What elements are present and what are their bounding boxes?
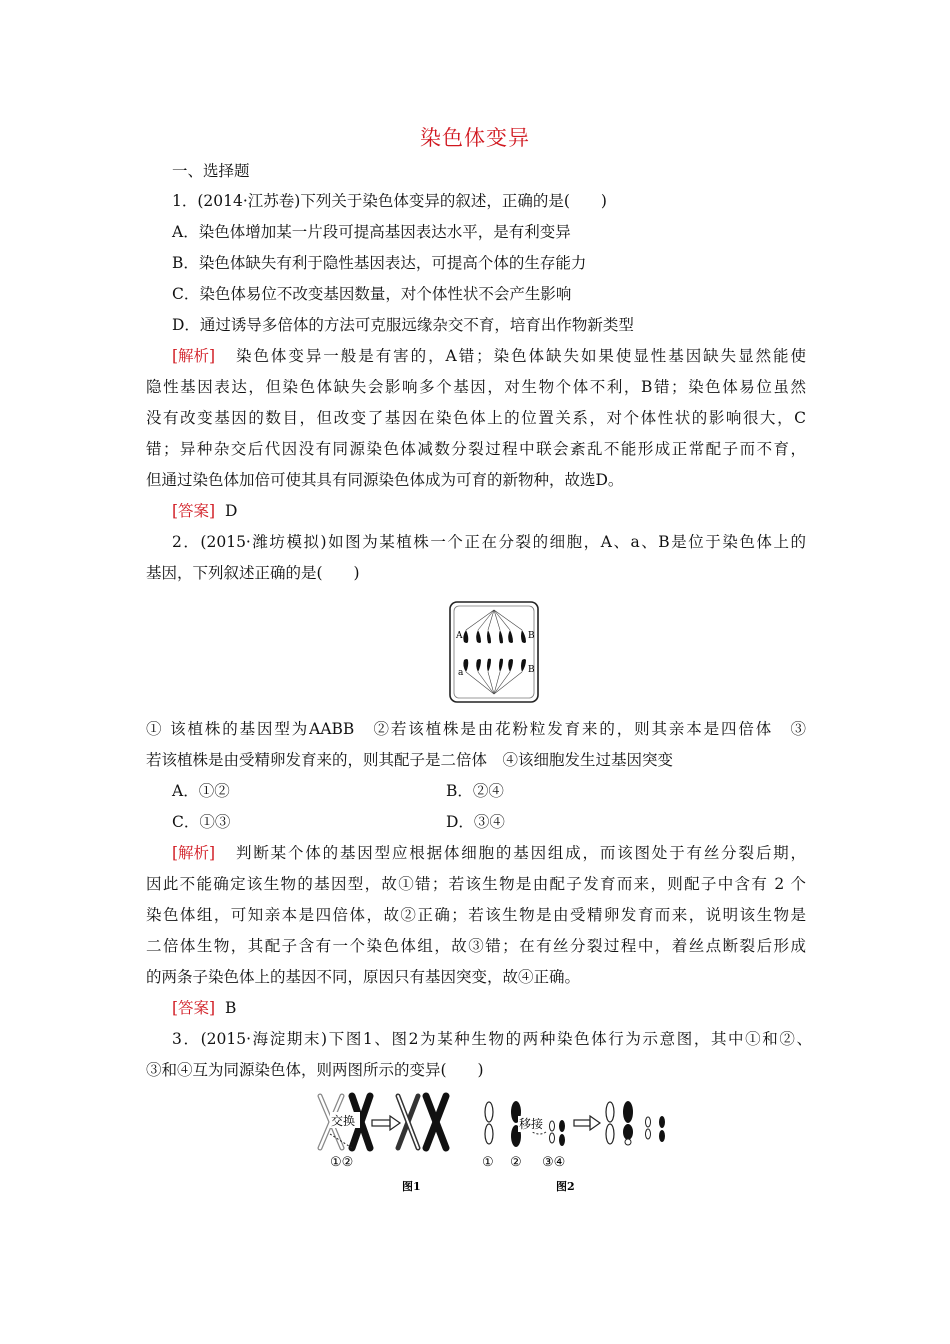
q1-option-a: A．染色体增加某一片段可提高基因表达水平，是有利变异 [172,223,571,241]
gene-label-A: A [456,631,463,641]
q1-analysis-line: 染色体变异一般是有害的，A错；染色体缺失如果使显性基因缺失显然能使 [236,347,806,365]
figure-1-numbers: ①② [330,1155,354,1170]
q2-analysis-line: 染色体组，可知亲本是四倍体，故②正确；若该生物是由受精卵发育而来，说明该生物是 [146,906,806,924]
figure-1-label: 交换 [331,1114,356,1128]
answer-value: D [224,502,238,520]
q2-option-a: A．①② [172,782,230,800]
q2-statement-line: ① 该植株的基因型为AABB ②若该植株是由花粉粒发育来的，则其亲本是四倍体 ③ [146,720,806,738]
chromosome-behavior-figures [306,1090,682,1202]
q2-analysis-line: 二倍体生物，其配子含有一个染色体组，故③错；在有丝分裂过程中，着丝点断裂后形成 [146,937,806,955]
q2-analysis-line: 因此不能确定该生物的基因型，故①错；若该生物是由配子发育而来，则配子中含有 2 个 [146,875,806,893]
section-heading: 一、选择题 [172,162,250,180]
q2-stem-line: 基因，下列叙述正确的是( ) [146,564,360,582]
q1-option-c: C．染色体易位不改变基因数量，对个体性状不会产生影响 [172,285,572,303]
q2-stem-line: 2．(2015·潍坊模拟)如图为某植株一个正在分裂的细胞，A、a、B是位于染色体上的 [172,533,806,551]
q1-stem: 1．(2014·江苏卷)下列关于染色体变异的叙述，正确的是( ) [172,192,607,210]
figure-2-translocation [482,1101,565,1170]
q1-analysis-tag: [解析] [172,347,216,365]
q2-option-d: D．③④ [446,813,505,831]
q2-analysis-line: 判断某个体的基因型应根据体细胞的基因组成，而该图处于有丝分裂后期， [236,844,806,862]
cell-division-figure [448,600,540,704]
q3-stem-line: 3．(2015·海淀期末)下图1、图2为某种生物的两种染色体行为示意图，其中①和②、 [172,1030,812,1048]
q1-analysis-line: 但通过染色体加倍可使其具有同源染色体成为可育的新物种，故选D。 [146,471,624,489]
figure-1-caption: 图1 [402,1180,421,1193]
answer-tag: [答案] [172,502,216,520]
figure-2-number: ① [482,1155,494,1170]
q1-answer [172,500,237,522]
q2-analysis-tag: [解析] [172,844,216,862]
gene-label-B-top: B [528,631,535,641]
figure-2-number: ② [510,1155,522,1170]
figure-2-number: ③④ [542,1155,566,1170]
figure-2-label: 移接 [519,1117,544,1131]
right-arrow-icon [372,1116,400,1130]
q3-stem-line: ③和④互为同源染色体，则两图所示的变异( ) [146,1061,484,1079]
answer-tag: [答案] [172,999,216,1017]
page-title: 染色体变异 [420,126,530,150]
q2-statement-line: 若该植株是由受精卵发育来的，则其配子是二倍体 ④该细胞发生过基因突变 [146,751,674,769]
gene-label-a: a [458,668,464,678]
q1-analysis-line: 错；异种杂交后代因没有同源染色体减数分裂过程中联会紊乱不能形成正常配子而不育， [146,440,806,458]
q2-option-c: C．①③ [172,813,231,831]
q2-analysis-line: 的两条子染色体上的基因不同，原因只有基因突变，故④正确。 [146,968,581,986]
q2-answer [172,997,236,1019]
q1-option-b: B．染色体缺失有利于隐性基因表达，可提高个体的生存能力 [172,254,587,272]
q1-analysis-line: 隐性基因表达，但染色体缺失会影响多个基因，对生物个体不利，B错；染色体易位虽然 [146,378,806,396]
q2-option-b: B．②④ [446,782,504,800]
q1-option-d: D．通过诱导多倍体的方法可克服远缘杂交不育，培育出作物新类型 [172,316,634,334]
gene-label-B-bottom: B [528,665,535,675]
right-arrow-icon [574,1116,600,1130]
figure-2-caption: 图2 [556,1180,575,1193]
q1-analysis-line: 没有改变基因的数目，但改变了基因在染色体上的位置关系，对个体性状的影响很大，C [146,409,806,427]
answer-value: B [224,999,237,1017]
